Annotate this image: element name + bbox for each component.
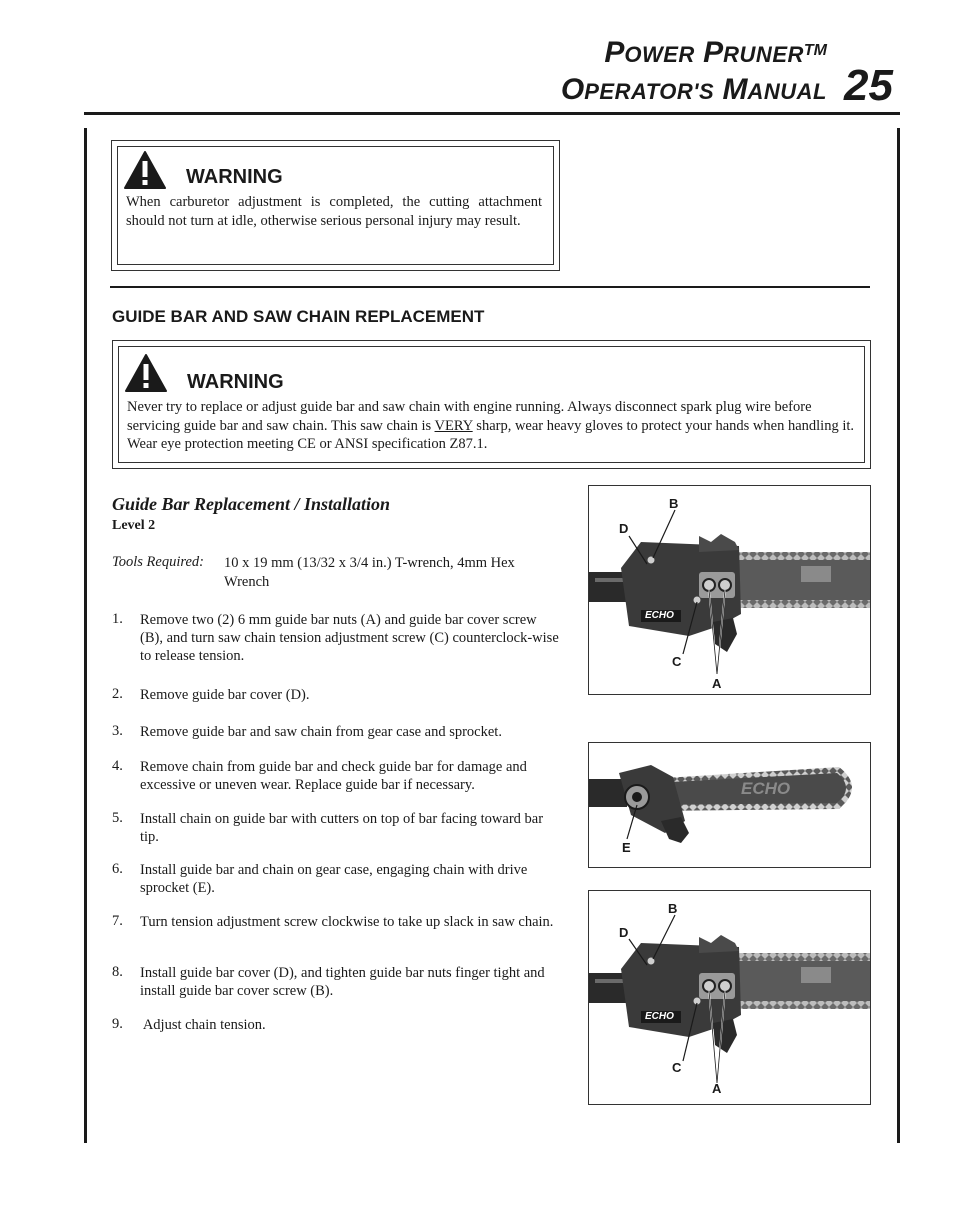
title-rest: PERATOR'S xyxy=(584,79,715,104)
step-number: 8. xyxy=(112,964,123,980)
step-text: Remove guide bar cover (D). xyxy=(140,687,310,703)
page-number: 25 xyxy=(844,61,893,110)
figure-illustration xyxy=(589,486,870,694)
trademark-mark: TM xyxy=(803,42,827,59)
step-text: Remove chain from guide bar and check guide bar for damage and excessive or uneven wear. Replace guide bar if necessary. xyxy=(140,759,527,793)
figure-guide-bar-sprocket xyxy=(588,742,871,868)
warning-text xyxy=(127,398,855,454)
warning-emphasis: VERY xyxy=(434,417,473,434)
step-text: Install guide bar and chain on gear case, engaging chain with drive sprocket (E). xyxy=(140,862,528,896)
step-text: Turn tension adjustment screw clockwise to take up slack in saw chain. xyxy=(140,914,554,930)
step-text: Adjust chain tension. xyxy=(140,1017,266,1033)
title-rest: RUNER xyxy=(723,42,804,67)
right-margin-rule xyxy=(897,128,900,1143)
warning-title: WARNING xyxy=(187,371,284,393)
title-rest: ANUAL xyxy=(747,79,827,104)
section-title: GUIDE BAR AND SAW CHAIN REPLACEMENT xyxy=(112,307,485,326)
warning-box-carburetor xyxy=(111,140,560,271)
title-rest: OWER xyxy=(624,42,695,67)
brand-logo: ECHO xyxy=(741,779,791,798)
warning-text-part: Never try to replace or adjust guide bar and saw chain with engine running. Always disconnect spark plug wire before servicing guide bar and saw chain. This saw chain is xyxy=(127,399,812,434)
title-initial: P xyxy=(604,36,625,69)
header-rule xyxy=(84,112,900,115)
step-text: Remove guide bar and saw chain from gear case and sprocket. xyxy=(140,724,502,740)
left-margin-rule xyxy=(84,128,87,1143)
figure-label: D xyxy=(619,521,629,536)
step-number: 2. xyxy=(112,686,123,702)
skill-level: Level 2 xyxy=(112,518,156,533)
step-number: 1. xyxy=(112,611,123,627)
step-number: 7. xyxy=(112,913,123,929)
figure-label: E xyxy=(622,840,631,855)
title-initial: M xyxy=(722,73,748,106)
step-text: Remove two (2) 6 mm guide bar nuts (A) and guide bar cover screw (B), and turn saw chain tension adjustment screw (C) counterclock-wise to release tension. xyxy=(140,612,559,664)
section-rule xyxy=(110,286,870,288)
figure-label: B xyxy=(669,496,679,511)
figure-guide-bar-cover xyxy=(588,485,871,695)
manual-title-line1 xyxy=(604,38,827,70)
tools-required-value: 10 x 19 mm (13/32 x 3/4 in.) T-wrench, 4mm Hex Wrench xyxy=(224,555,515,590)
step-number: 3. xyxy=(112,723,123,739)
figure-illustration xyxy=(589,743,870,867)
figure-illustration xyxy=(589,891,870,1104)
figure-label: A xyxy=(712,676,722,691)
figure-guide-bar-reinstall xyxy=(588,890,871,1105)
figure-label: D xyxy=(619,925,629,940)
title-initial: P xyxy=(703,36,724,69)
step-number: 6. xyxy=(112,861,123,877)
manual-title-line2 xyxy=(561,75,827,107)
warning-title: WARNING xyxy=(186,166,283,188)
tools-required-label: Tools Required: xyxy=(112,554,204,570)
brand-logo: ECHO xyxy=(645,1011,674,1022)
warning-text: When carburetor adjustment is completed, the cutting attachment should not turn at idle, otherwise serious personal injury may result. xyxy=(126,194,542,229)
warning-box-guide-bar xyxy=(112,340,871,469)
warning-triangle-icon xyxy=(124,353,168,393)
brand-logo: ECHO xyxy=(645,610,674,621)
procedure-title: Guide Bar Replacement / Installation xyxy=(112,494,391,514)
step-number: 4. xyxy=(112,758,123,774)
step-text: Install guide bar cover (D), and tighten guide bar nuts finger tight and install guide bar cover screw (B). xyxy=(140,965,545,999)
warning-triangle-icon xyxy=(123,150,167,190)
step-number: 9. xyxy=(112,1016,123,1032)
figure-label: C xyxy=(672,654,682,669)
step-text: Install chain on guide bar with cutters on top of bar facing toward bar tip. xyxy=(140,811,544,845)
step-number: 5. xyxy=(112,810,123,826)
warning-text-part: sharp, wear heavy gloves to protect your hands when handling it. Wear eye protection meeting CE or ANSI specification Z87.1. xyxy=(127,417,855,452)
title-initial: O xyxy=(560,73,585,106)
figure-label: C xyxy=(672,1060,682,1075)
figure-label: B xyxy=(668,901,678,916)
figure-label: A xyxy=(712,1081,722,1096)
